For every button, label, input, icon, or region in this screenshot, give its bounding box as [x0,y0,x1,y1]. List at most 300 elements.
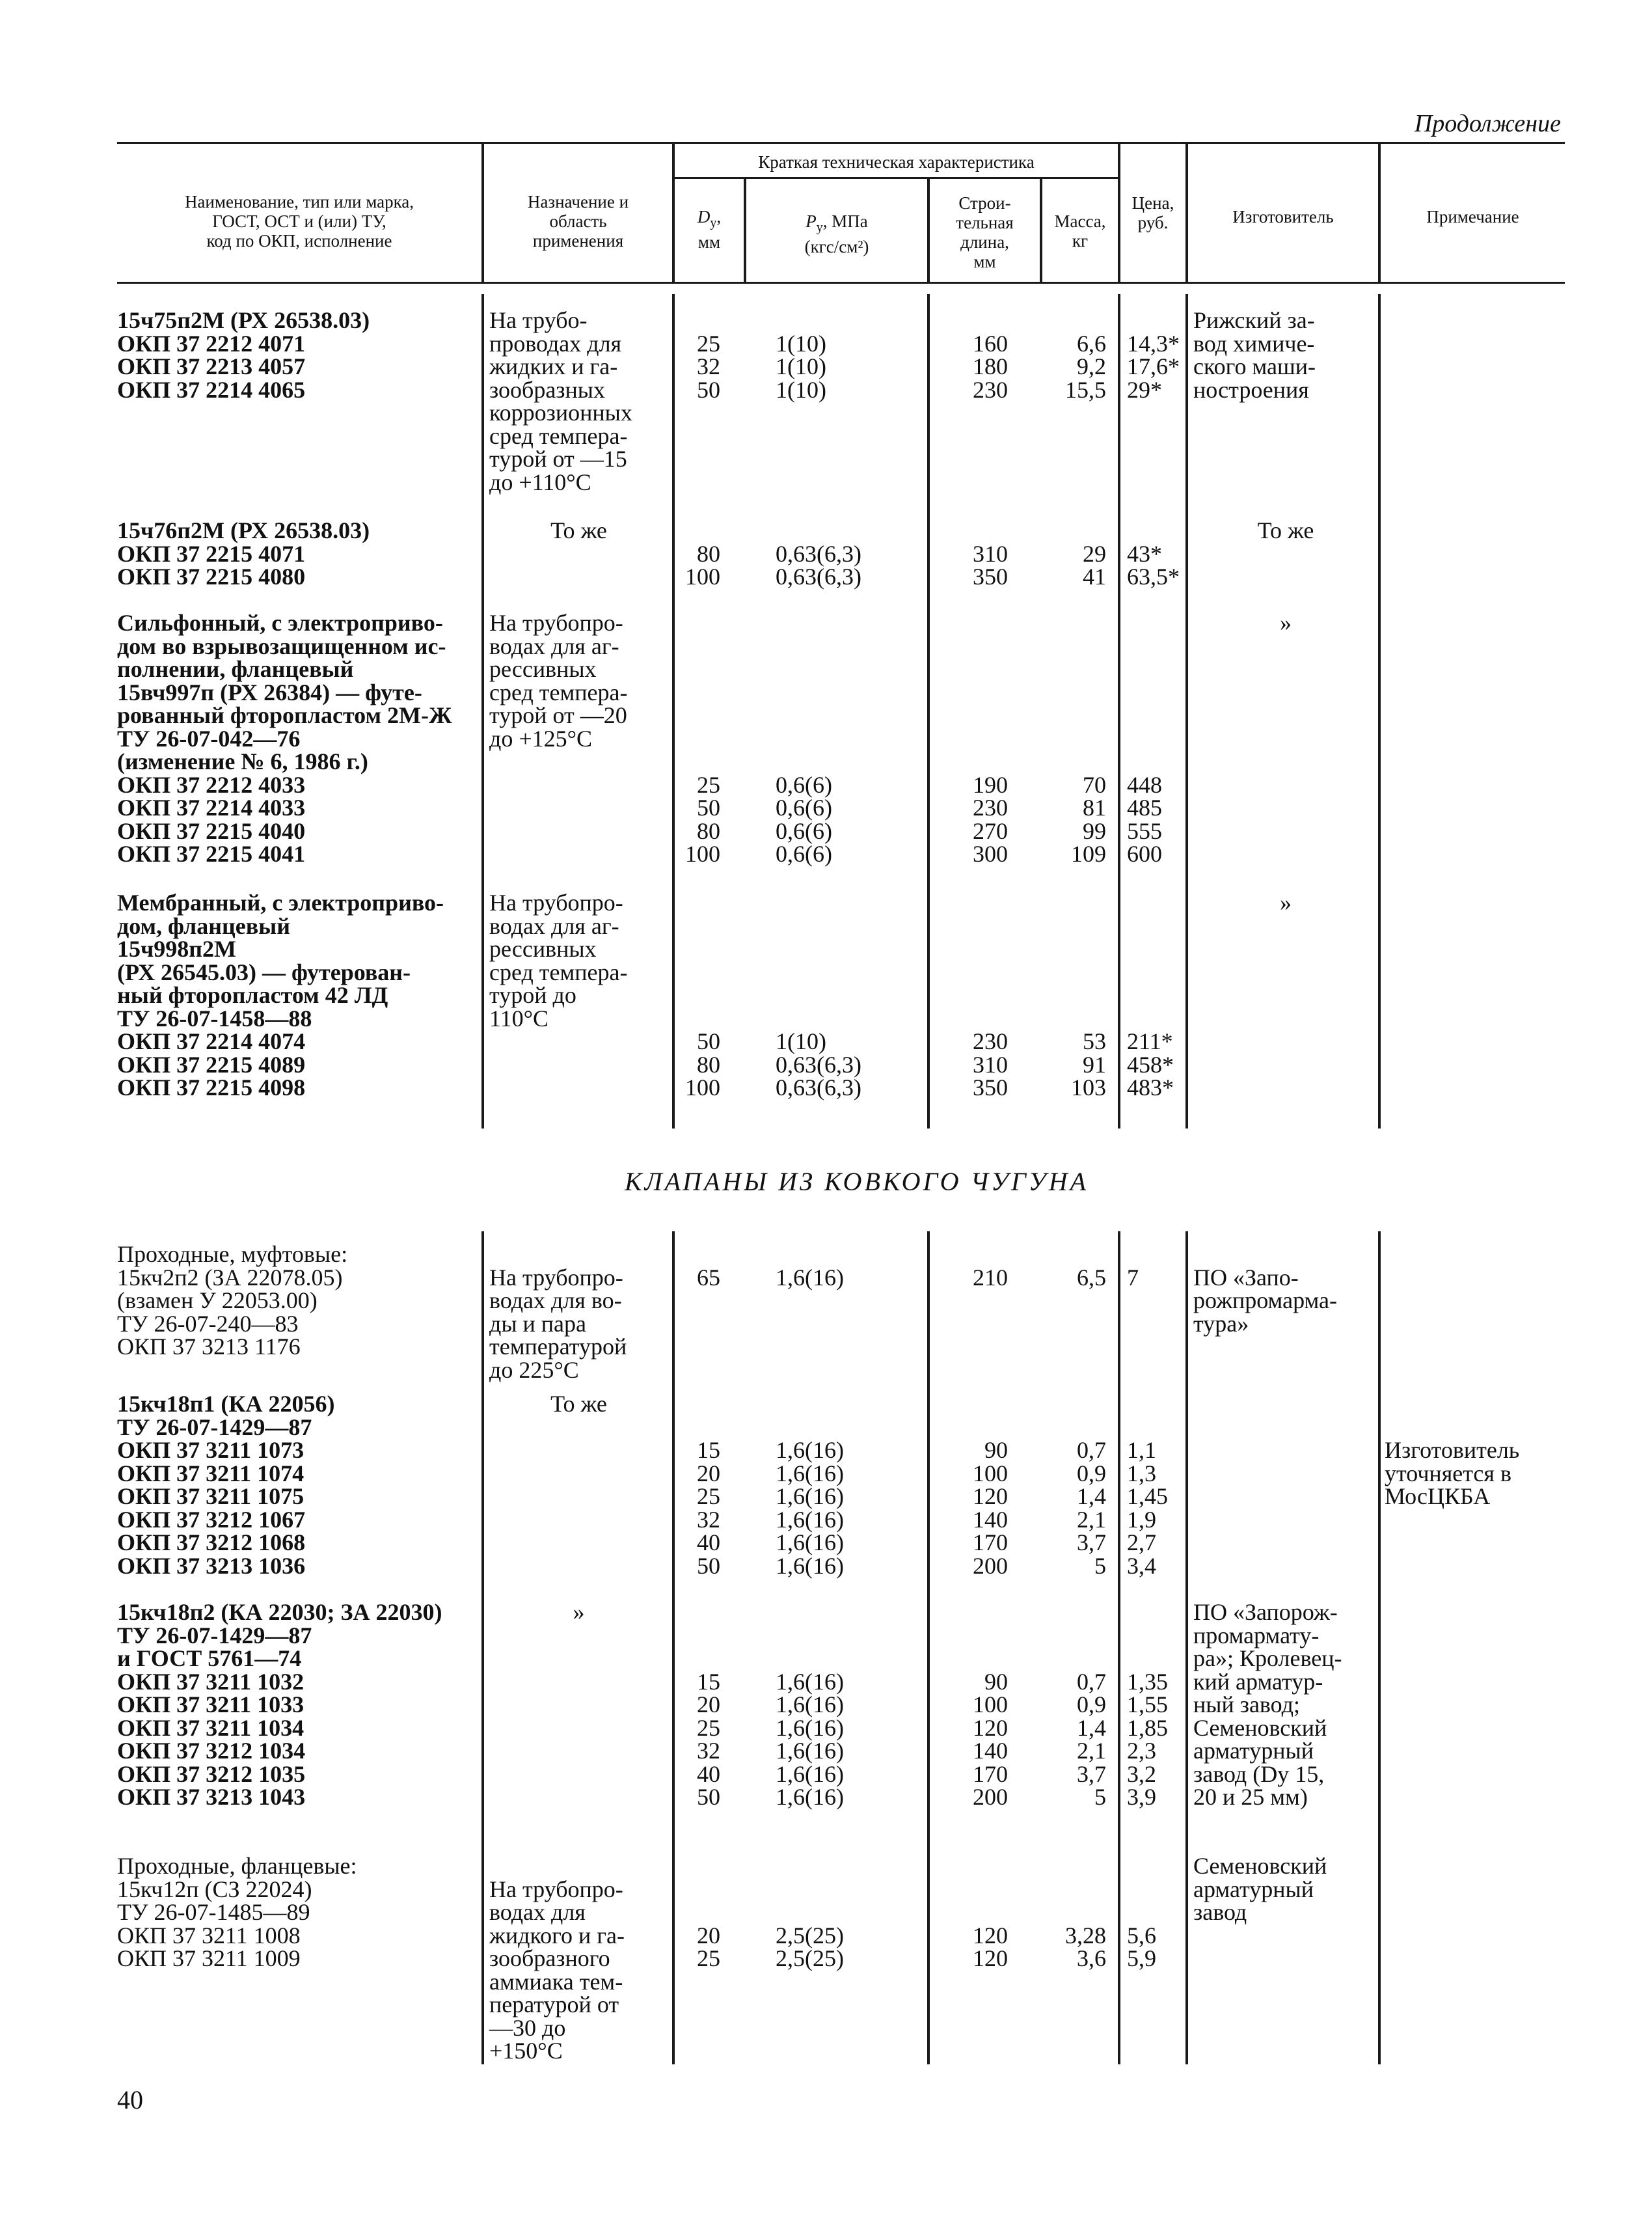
dy-line: 20 [697,1460,720,1486]
purpose-line: рессивных [489,656,597,682]
len-line: 310 [973,1051,1008,1078]
name-line: ОКП 37 3211 1075 [117,1483,305,1509]
purpose-line: проводах для [489,330,622,357]
mass-line: 2,1 [1077,1506,1106,1533]
price-line: 5,9 [1127,1945,1156,1971]
price-line: 17,6* [1127,353,1180,379]
entry-2-dy [675,771,720,867]
name-line: ТУ 26-07-1429—87 [117,1622,312,1648]
py-line: 0,63(6,3) [776,540,861,567]
len-line: 350 [973,1074,1008,1101]
page-number: 40 [117,2085,143,2114]
entry-7-len [930,1924,1008,1971]
entry-6-purpose [489,1601,668,1624]
entry-0-py [776,330,925,403]
entry-5-name [117,1393,472,1578]
len-line: 190 [973,771,1008,798]
purpose-line: То же [550,517,607,543]
price-line: 2,3 [1127,1738,1156,1764]
py-line: 1,6(16) [776,1691,844,1717]
purpose-line: жидких и га- [489,353,618,379]
name-line: ОКП 37 2215 4040 [117,817,306,844]
maker-line: То же [1257,517,1314,543]
mass-line: 70 [1083,771,1106,798]
name-line: ОКП 37 2215 4089 [117,1051,306,1078]
py-line: 1(10) [776,1028,826,1054]
mass-line: 103 [1071,1074,1106,1101]
entry-3-dy [675,1030,720,1100]
maker-line: » [1280,610,1292,636]
name-line: ОКП 37 3211 1033 [117,1691,305,1717]
continuation-label: Продолжение [1414,110,1561,137]
mass-line: 5 [1094,1552,1106,1579]
price-line: 3,9 [1127,1784,1156,1810]
py-line: 1,6(16) [776,1668,844,1695]
price-line: 3,4 [1127,1552,1156,1579]
header-bottom-rule [117,282,1565,284]
len-line: 120 [973,1945,1008,1971]
py-line: 1(10) [776,330,826,357]
entry-4-len [930,1266,1008,1290]
purpose-line: водах для аг- [489,912,619,939]
entry-6-maker [1193,1601,1378,1809]
entry-3-price [1127,1030,1185,1100]
name-line: ТУ 26-07-1429—87 [117,1414,312,1440]
entry-7-maker [1193,1855,1378,1924]
name-line: ОКП 37 3211 1073 [117,1437,305,1463]
entry-3-purpose [489,892,668,1030]
len-line: 100 [973,1460,1008,1486]
dy-line: 25 [697,771,720,798]
entry-6-dy [675,1668,720,1810]
purpose-line: На трубопро- [489,890,623,916]
dy-line: 25 [697,1483,720,1509]
purpose-line: На трубо- [489,307,588,333]
entry-4-price [1127,1266,1185,1290]
entry-1-maker [1193,519,1378,543]
entry-5-len [930,1439,1008,1578]
name-line: 15кч18п1 (КА 22056) [117,1391,335,1417]
mass-line: 3,6 [1077,1945,1106,1971]
dy-line: 50 [697,1784,720,1810]
dy-line: 25 [697,330,720,357]
dy-line: 80 [697,1051,720,1078]
name-line: ОКП 37 2212 4033 [117,771,306,798]
py-line: 1,6(16) [776,1529,844,1555]
price-line: 29* [1127,376,1162,403]
name-line: ОКП 37 3212 1034 [117,1738,306,1764]
purpose-line: сред темпера- [489,422,628,449]
entry-4-mass [1042,1266,1106,1290]
header-length: Строи- тельная длина, мм [956,193,1014,271]
purpose-line: аммиака тем- [489,1968,623,1995]
py-line: 0,63(6,3) [776,1051,861,1078]
dy-line: 50 [697,376,720,403]
price-line: 555 [1127,817,1162,844]
name-line: (взамен У 22053.00) [117,1287,318,1313]
mass-line: 5 [1094,1784,1106,1810]
py-line: 1,6(16) [776,1738,844,1764]
section-title: КЛАПАНЫ ИЗ КОВКОГО ЧУГУНА [625,1167,1089,1196]
price-line: 7 [1127,1264,1139,1291]
len-line: 210 [973,1264,1008,1291]
entry-0-mass [1042,330,1106,403]
price-line: 1,85 [1127,1714,1168,1741]
name-line: ТУ 26-07-240—83 [117,1310,299,1337]
entry-5-price [1127,1439,1185,1578]
dy-line: 50 [697,795,720,821]
maker-line: Рижский за- [1193,307,1315,333]
name-line: ОКП 37 3211 1034 [117,1714,305,1741]
entry-7-purpose [489,1878,668,2063]
len-line: 200 [973,1552,1008,1579]
mass-line: 53 [1083,1028,1106,1054]
name-line: ОКП 37 3213 1176 [117,1333,301,1360]
name-line: ОКП 37 2213 4057 [117,353,306,379]
name-line: рованный фторопластом 2М-Ж [117,702,452,728]
purpose-line: водах для во- [489,1287,622,1313]
header-brief: Краткая техническая характеристика [758,152,1035,172]
dy-line: 32 [697,1506,720,1533]
name-line: Мембранный, с электроприво- [117,890,444,916]
mass-line: 109 [1071,841,1106,867]
entry-2-py [776,771,925,867]
py-line: 1,6(16) [776,1483,844,1509]
name-line: (РХ 26545.03) — футерован- [117,959,411,985]
py-line: 1,6(16) [776,1264,844,1291]
purpose-line: турой до [489,982,576,1008]
brief-underline [672,177,1119,179]
purpose-line: водах для аг- [489,633,619,659]
name-line: 15кч18п2 (КА 22030; ЗА 22030) [117,1599,442,1625]
len-line: 120 [973,1714,1008,1741]
entry-3-len [930,1030,1008,1100]
purpose-line: температурой [489,1333,627,1360]
maker-line: кий арматур- [1193,1668,1323,1695]
py-line: 2,5(25) [776,1945,844,1971]
entry-2-name [117,612,472,866]
header-purpose: Назначение и область применения [527,192,629,251]
dy-line: 40 [697,1529,720,1555]
purpose-line: » [573,1599,585,1625]
maker-line: арматурный [1193,1876,1314,1902]
mass-line: 6,6 [1077,330,1106,357]
purpose-line: рессивных [489,936,597,962]
name-line: ОКП 37 2214 4074 [117,1028,306,1054]
dy-line: 80 [697,817,720,844]
dy-line: 32 [697,353,720,379]
purpose-line: ды и пара [489,1310,586,1337]
len-line: 270 [973,817,1008,844]
purpose-line: То же [550,1391,607,1417]
entry-1-dy [675,540,720,590]
price-line: 14,3* [1127,330,1180,357]
entry-6-mass [1042,1668,1106,1810]
name-line: (изменение № 6, 1986 г.) [117,748,368,774]
maker-line: ностроения [1193,376,1309,403]
mass-line: 3,7 [1077,1529,1106,1555]
py-line: 1,6(16) [776,1784,844,1810]
price-line: 5,6 [1127,1922,1156,1949]
entry-7-price [1127,1924,1185,1971]
entry-6-len [930,1668,1008,1810]
name-line: ОКП 37 2214 4065 [117,376,306,403]
mass-line: 6,5 [1077,1264,1106,1291]
py-line: 0,6(6) [776,795,832,821]
header-py: $P_у$, МПа (кгс/см²) [804,212,869,257]
len-line: 180 [973,353,1008,379]
entry-1-name [117,519,472,589]
name-line: ОКП 37 3211 1074 [117,1460,305,1486]
mass-line: 81 [1083,795,1106,821]
entry-7-name [117,1855,472,1971]
header-note: Примечание [1426,207,1519,226]
len-line: 350 [973,564,1008,590]
mass-line: 0,9 [1077,1460,1106,1486]
name-line: ТУ 26-07-1485—89 [117,1899,310,1925]
mass-line: 15,5 [1065,376,1106,403]
name-line: и ГОСТ 5761—74 [117,1645,302,1671]
len-line: 140 [973,1738,1008,1764]
len-line: 230 [973,795,1008,821]
maker-line: ный завод; [1193,1691,1300,1717]
entry-2-price [1127,771,1185,867]
len-line: 120 [973,1483,1008,1509]
note-line: МосЦКБА [1385,1483,1491,1509]
dy-line: 80 [697,540,720,567]
name-line: ОКП 37 2215 4041 [117,841,306,867]
price-line: 600 [1127,841,1162,867]
name-line: ОКП 37 3213 1043 [117,1784,306,1810]
price-line: 1,35 [1127,1668,1168,1695]
name-line: Проходные, фланцевые: [117,1853,357,1879]
name-line: ОКП 37 3211 1008 [117,1922,301,1949]
name-line: ОКП 37 3212 1067 [117,1506,306,1533]
py-line: 1,6(16) [776,1437,844,1463]
entry-4-maker [1193,1266,1378,1336]
name-line: ОКП 37 2215 4080 [117,564,306,590]
entry-0-price [1127,330,1185,403]
price-line: 43* [1127,540,1162,567]
py-line: 1,6(16) [776,1460,844,1486]
len-line: 300 [973,841,1008,867]
entry-7-dy [675,1924,720,1971]
header-dy: $D_у$, мм [697,207,722,253]
entry-6-price [1127,1668,1185,1810]
entry-6-py [776,1668,925,1810]
price-line: 458* [1127,1051,1174,1078]
name-line: ОКП 37 3212 1035 [117,1760,306,1787]
purpose-line: 110°С [489,1005,549,1032]
mass-line: 9,2 [1077,353,1106,379]
dy-line: 65 [697,1264,720,1291]
mass-line: 2,1 [1077,1738,1106,1764]
entry-3-py [776,1030,925,1100]
header-maker: Изготовитель [1232,207,1334,226]
maker-line: тура» [1193,1310,1249,1337]
maker-line: » [1280,890,1292,916]
py-line: 1,6(16) [776,1760,844,1787]
entry-3-mass [1042,1030,1106,1100]
py-line: 1,6(16) [776,1714,844,1741]
entry-4-name [117,1243,472,1359]
purpose-line: турой от —15 [489,446,627,472]
price-line: 63,5* [1127,564,1180,590]
len-line: 230 [973,1028,1008,1054]
maker-line: ского маши- [1193,353,1316,379]
purpose-line: до +125°С [489,725,593,752]
entry-0-maker [1193,309,1378,402]
name-line: ОКП 37 3213 1036 [117,1552,306,1579]
py-line: 0,63(6,3) [776,1074,861,1101]
price-line: 483* [1127,1074,1174,1101]
purpose-line: пературой от [489,1991,619,2017]
header-top-rule [117,142,1565,144]
entry-0-len [930,330,1008,403]
len-line: 170 [973,1529,1008,1555]
maker-line: промармату- [1193,1622,1320,1648]
price-line: 1,9 [1127,1506,1156,1533]
dy-line: 100 [685,841,720,867]
name-line: дом, фланцевый [117,912,291,939]
dy-line: 50 [697,1552,720,1579]
len-line: 100 [973,1691,1008,1717]
purpose-line: коррозионных [489,400,632,426]
name-line: ОКП 37 2214 4033 [117,795,306,821]
len-line: 120 [973,1922,1008,1949]
price-line: 448 [1127,771,1162,798]
py-line: 1(10) [776,353,826,379]
len-line: 200 [973,1784,1008,1810]
mass-line: 41 [1083,564,1106,590]
len-line: 90 [984,1668,1008,1695]
purpose-line: турой от —20 [489,702,627,728]
name-line: ОКП 37 3211 1009 [117,1945,301,1971]
entry-3-name [117,892,472,1100]
note-line: Изготовитель [1385,1437,1520,1463]
name-line: 15кч12п (СЗ 22024) [117,1876,312,1902]
name-line: ОКП 37 2215 4098 [117,1074,306,1101]
entry-0-dy [675,330,720,403]
py-line: 0,6(6) [776,817,832,844]
entry-2-len [930,771,1008,867]
mass-line: 1,4 [1077,1483,1106,1509]
purpose-line: —30 до [489,2014,566,2041]
entry-2-purpose [489,612,668,750]
mass-line: 0,7 [1077,1668,1106,1695]
len-line: 230 [973,376,1008,403]
len-line: 170 [973,1760,1008,1787]
entry-5-purpose [489,1393,668,1416]
py-line: 0,63(6,3) [776,564,861,590]
price-line: 1,45 [1127,1483,1168,1509]
dy-line: 15 [697,1668,720,1695]
purpose-line: сред темпера- [489,679,628,705]
entry-5-mass [1042,1439,1106,1578]
entry-1-mass [1042,540,1106,590]
dy-line: 25 [697,1714,720,1741]
entry-4-dy [675,1266,720,1290]
name-line: 15вч997п (РХ 26384) — футе- [117,679,422,705]
name-line: полнении, фланцевый [117,656,354,682]
mass-line: 99 [1083,817,1106,844]
maker-line: ра»; Кролевец- [1193,1645,1342,1671]
entry-1-purpose [489,519,668,543]
name-line: ТУ 26-07-1458—88 [117,1005,312,1032]
price-line: 1,3 [1127,1460,1156,1486]
entry-7-py [776,1924,925,1971]
maker-line: Семеновский [1193,1714,1327,1741]
price-line: 1,1 [1127,1437,1156,1463]
maker-line: ПО «Запорож- [1193,1599,1338,1625]
dy-line: 25 [697,1945,720,1971]
entry-0-name [117,309,472,402]
py-line: 2,5(25) [776,1922,844,1949]
py-line: 1,6(16) [776,1552,844,1579]
price-line: 3,2 [1127,1760,1156,1787]
entry-4-purpose [489,1266,668,1382]
purpose-line: до +110°С [489,469,591,495]
maker-line: вод химиче- [1193,330,1315,357]
purpose-line: до 225°С [489,1356,579,1383]
header-name: Наименование, тип или марка, ГОСТ, ОСТ и (или) ТУ, код по ОКП, исполнение [184,192,414,251]
entry-5-py [776,1439,925,1578]
name-line: ОКП 37 3211 1032 [117,1668,305,1695]
note-line: уточняется в [1385,1460,1511,1486]
maker-line: Семеновский [1193,1853,1327,1879]
py-line: 1(10) [776,376,826,403]
header-price: Цена, руб. [1131,193,1174,232]
mass-line: 91 [1083,1051,1106,1078]
len-line: 90 [984,1437,1008,1463]
dy-line: 20 [697,1922,720,1949]
name-line: 15ч75п2М (РХ 26538.03) [117,307,370,333]
py-line: 0,6(6) [776,841,832,867]
price-line: 485 [1127,795,1162,821]
name-line: ОКП 37 3212 1068 [117,1529,306,1555]
maker-line: рожпромарма- [1193,1287,1338,1313]
maker-line: 20 и 25 мм) [1193,1784,1308,1810]
name-line: Сильфонный, с электроприво- [117,610,443,636]
maker-line: завод (Dу 15, [1193,1760,1325,1787]
mass-line: 3,7 [1077,1760,1106,1787]
dy-line: 100 [685,1074,720,1101]
header-mass: Масса, кг [1054,212,1106,251]
len-line: 310 [973,540,1008,567]
mass-line: 3,28 [1065,1922,1106,1949]
entry-2-maker [1193,612,1378,635]
dy-line: 40 [697,1760,720,1787]
dy-line: 100 [685,564,720,590]
entry-7-mass [1042,1924,1106,1971]
purpose-line: жидкого и га- [489,1922,625,1949]
purpose-line: На трубопро- [489,1876,623,1902]
mass-line: 0,7 [1077,1437,1106,1463]
maker-line: арматурный [1193,1738,1314,1764]
dy-line: 32 [697,1738,720,1764]
purpose-line: водах для [489,1899,586,1925]
entry-4-py [776,1266,925,1290]
dy-line: 15 [697,1437,720,1463]
name-line: ный фторопластом 42 ЛД [117,982,388,1008]
maker-line: ПО «Запо- [1193,1264,1299,1291]
name-line: 15ч998п2М [117,936,237,962]
purpose-line: На трубопро- [489,610,623,636]
entry-1-price [1127,540,1185,590]
entry-0-purpose [489,309,668,494]
name-line: дом во взрывозащищенном ис- [117,633,446,659]
len-line: 140 [973,1506,1008,1533]
